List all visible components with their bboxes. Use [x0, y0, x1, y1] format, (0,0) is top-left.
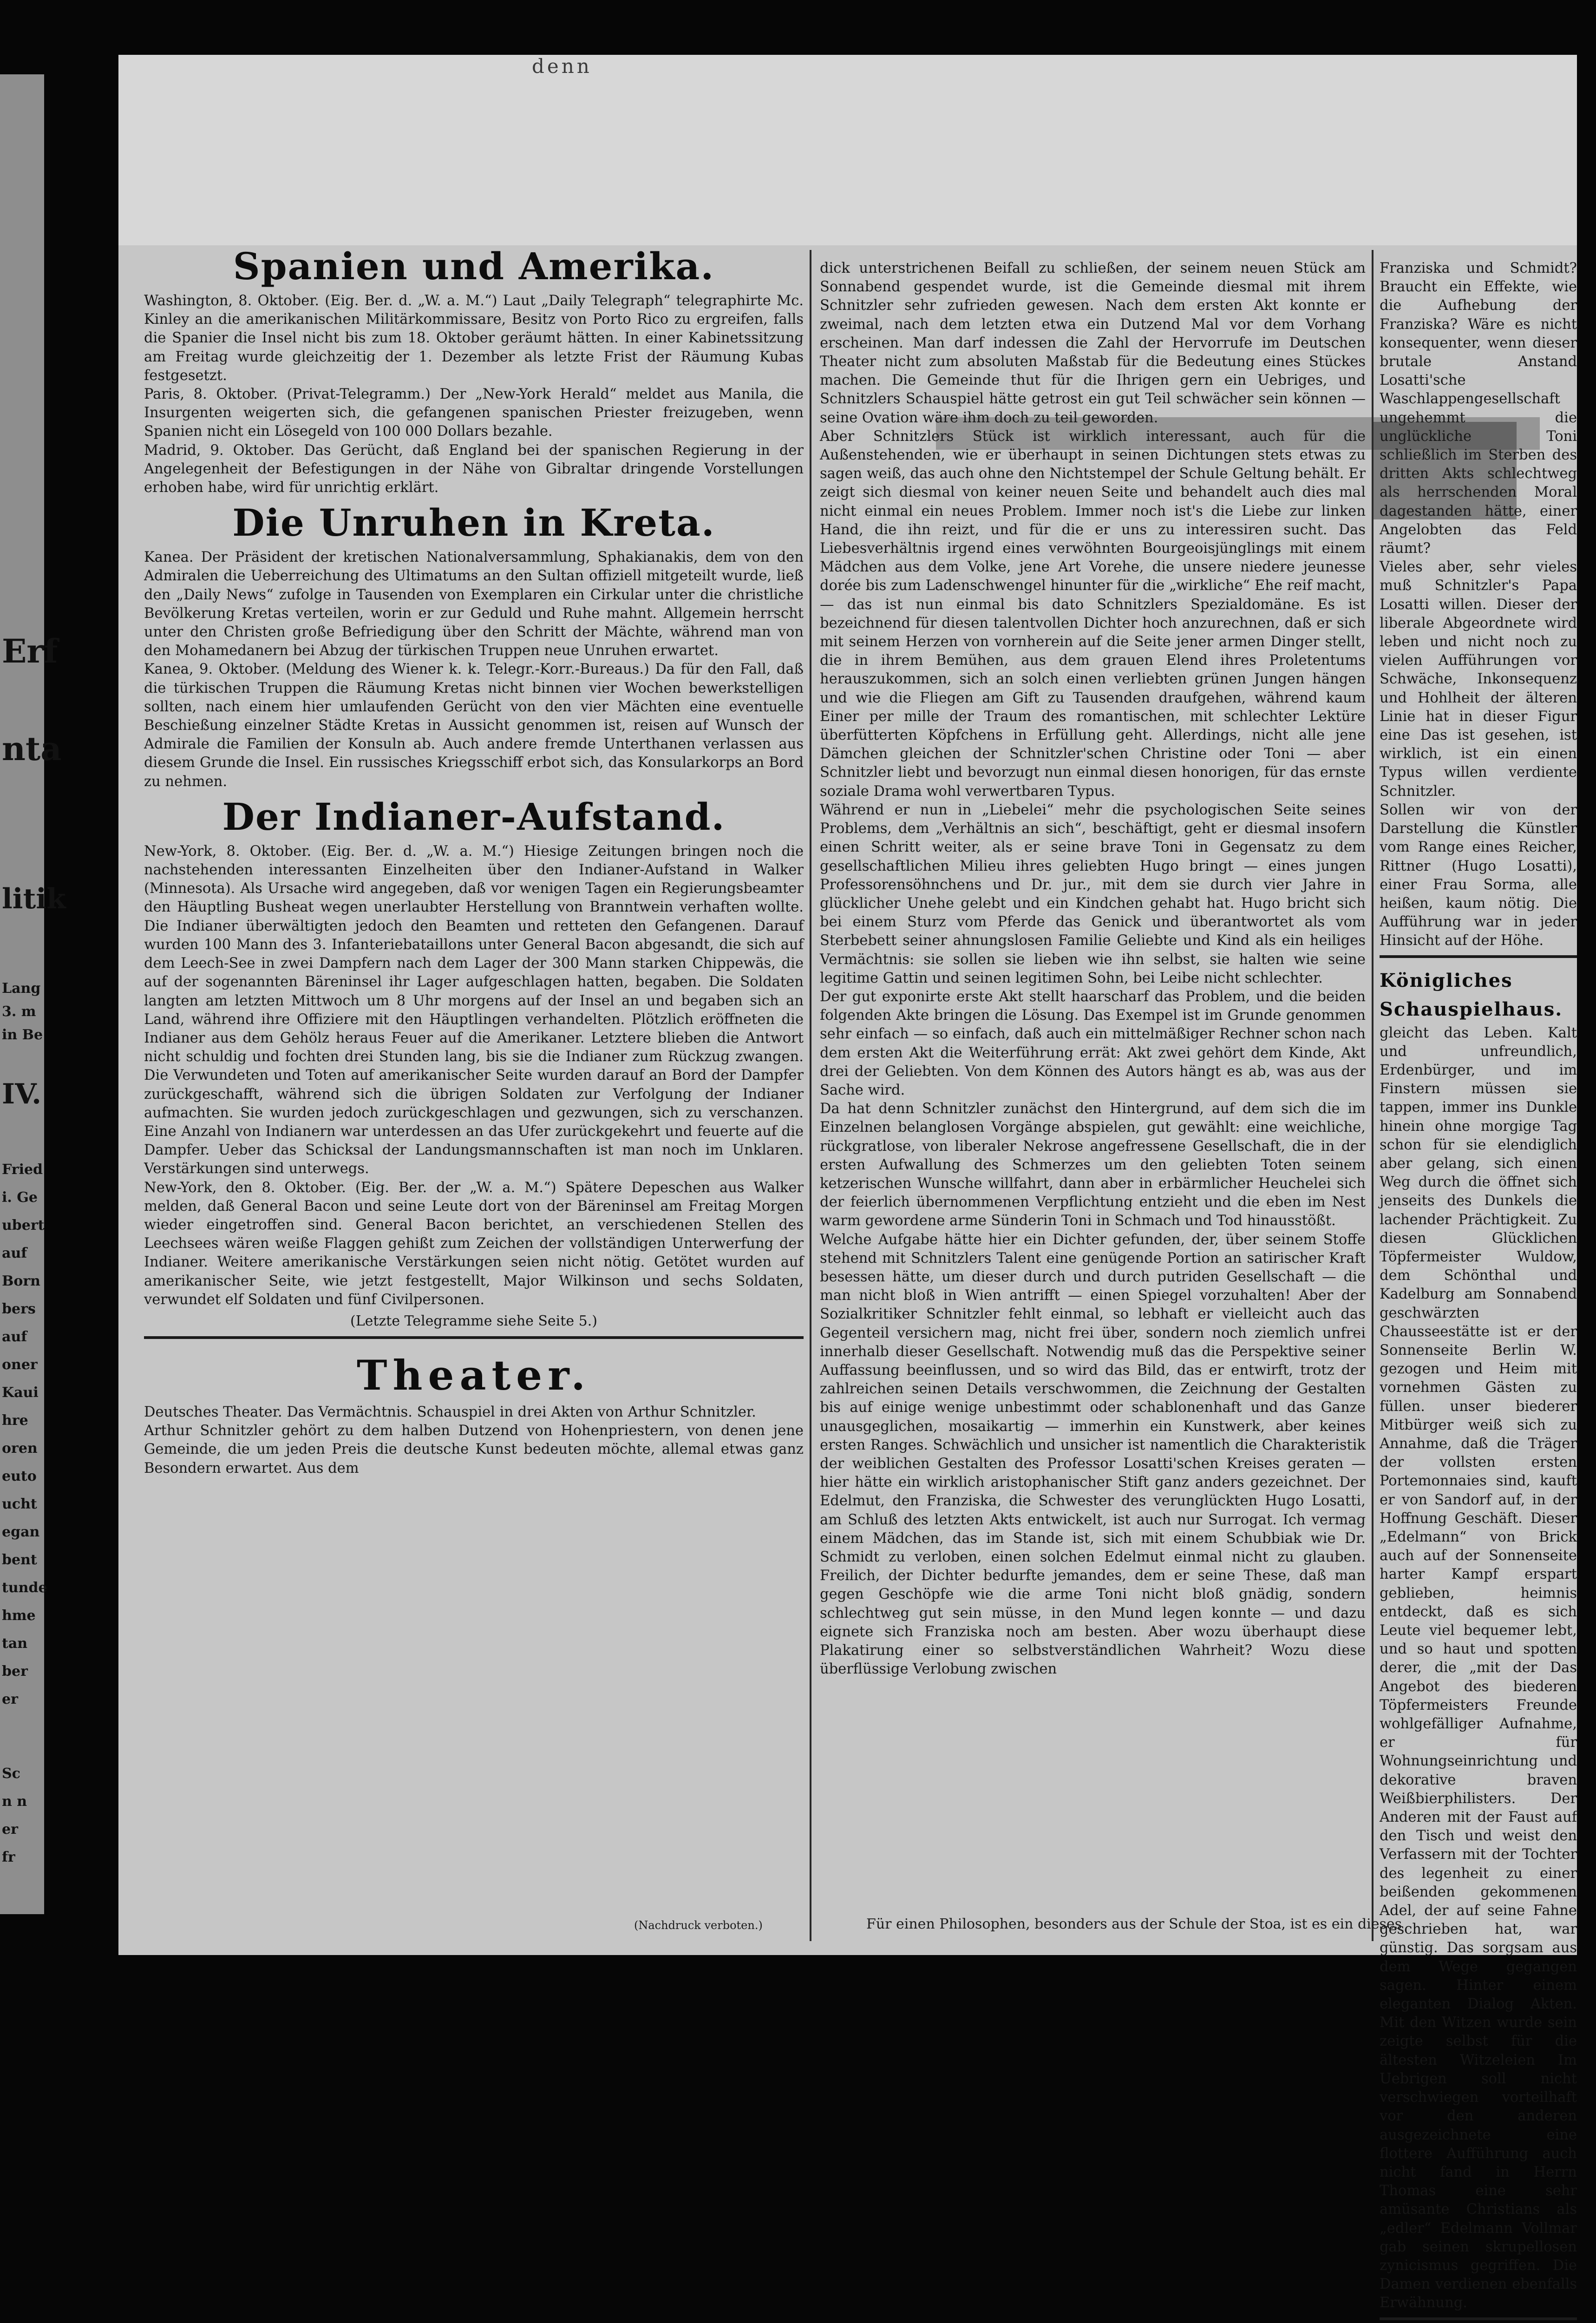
article-paragraph: Kanea. Der Präsident der kretischen Nationalversammlung, Sphakianakis, dem von den Admiralen die Ueberreichung des Ultimatums an den Sultan offiziell mitgeteilt wurde, ließ den „Daily News“ zufolge in Tausenden von Exemplaren ein Cirkular unter die christliche Bevölkerung Kretas verteilen, worin er zur Geduld und Ruhe mahnt. Allgemein herrscht unter den Christen große Befriedigung über den Schritt der Mächte, während man von den Mohamedanern bei Abzug der türkischen Truppen neue Unruhen erwartet. [144, 549, 804, 659]
article-paragraph: Franziska und Schmidt? Braucht ein Effekte, wie die Aufhebung der Franziska? Wäre es nicht konsequenter, wenn dieser brutale Anstand Losatti'sche Waschlappengesellschaft ungehemmt die unglückliche Toni schließlich im Sterben des dritten Akts schlechtweg als herrschenden Moral dagestanden hätte, einer Angelobten das Feld räumt? [1380, 260, 1577, 557]
fragment-word: Lang [2, 980, 41, 997]
fragment-word: fr [2, 1849, 15, 1865]
section-divider [1380, 2317, 1577, 2320]
fragment-word: oren [2, 1440, 38, 1457]
headline-indian-uprising: Der Indianer-Aufstand. [222, 794, 726, 839]
headline-spain-america: Spanien und Amerika. [233, 244, 715, 288]
fragment-word: ubert [2, 1217, 45, 1234]
fragment-word: auf [2, 1329, 27, 1345]
fragment-word: hme [2, 1608, 36, 1624]
fragment-word: Fried [2, 1162, 43, 1178]
headline-crete-unrest: Die Unruhen in Kreta. [232, 501, 715, 545]
section-divider [1380, 955, 1577, 958]
feuilleton-start-line: Für einen Philosophen, besonders aus der Schule der Stoa, ist es ein dieses [866, 1916, 1402, 1932]
adjacent-page-fragment [0, 74, 66, 1914]
article-paragraph: dick unterstrichenen Beifall zu schließen, der seinem neuen Stück am Sonnabend gespendet wurde, ist die Gemeinde diesmal mit ihrem Schnitzler sehr zufrieden gewesen. Nach dem ersten Akt konnte er zweimal, nach dem letzten etwa ein Dutzend Mal vor dem Vorhang erscheinen. Man darf indessen die Zahl der Hervorrufe im Deutschen Theater nicht zum absoluten Maßstab für die Bedeutung eines Stückes machen. Die Gemeinde thut für die Ihrigen gern ein Uebriges, und Schnitzlers Schauspiel hätte getrost ein gut Teil schwächer sein können — seine Ovation wäre ihm doch zu teil geworden. [820, 260, 1366, 426]
article-paragraph: gleicht das Leben. Kalt und unfreundlich, Erdenbürger, und im Finstern müssen sie tappen, immer ins Dunkle hinein ohne morgige Tag schon für sie elendiglich aber gelang, sich einen Weg durch die öffnet sich jenseits des Dunkels die lachender Prächtigkeit. Zu diesen Glücklichen Töpfermeister Wuldow, dem Schönthal und Kadelburg am Sonnabend geschwärzten Chausseestätte ist er der Sonnenseite Berlin W. gezogen und Heim mit vornehmen Gästen zu füllen. unser biederer Mitbürger weiß sich zu Annahme, daß die Träger der vollsten ersten Portemonnaies sind, kauft er von Sandorf auf, in der Hoffnung Geschäft. Dieser „Edelmann“ von Brick auch auf der Sonnenseite harter Kampf erspart geblieben, heimnis entdeckt, daß es sich Leute viel bequemer lebt, und so haut und spotten derer, die „mit der Das Angebot des biederen Töpfermeisters Freunde wohlgefälliger Aufnahme, er für Wohnungseinrichtung und dekorative braven Weißbierphilisters. Der Anderen mit der Faust auf den Tisch und weist den Verfassern mit der Tochter des legenheit zu einer beißenden gekommenen Adel, der auf seine Fahne geschrieben hat, war günstig. Das sorgsam aus dem Wege gegangen sagen. Hinter einem eleganten Dialog Akten. Mit den Witzen wurde sein zeigte selbst für die ältesten Witzeleien Im Uebrigen soll nicht verschwiegen vorteilhaft vor den anderen ausgezeichnete eine flottere Aufführung auch nicht fand in Herrn Thomas eine sehr amüsante Christians als „edler“ Edelmann Vollmar gab seinen skrupellosen zynicismus gegriffen. Die Damen verdienen ebenfalls Erwähnung. [1380, 1024, 1577, 2311]
reprint-notice: (Nachdruck verboten.) [634, 1919, 763, 1932]
article-paragraph: Vieles aber, sehr vieles muß Schnitzler's Papa Losatti willen. Dieser der liberale Abgeordnete wird leben und nicht noch zu vielen Aufführungen vor Schwäche, Inkonsequenz und Hohlheit der älteren Linie hat in dieser Figur eine Das ist gesehen, ist wirklich, ist ein einen Typus willen verdiente Schnitzler. [1380, 559, 1577, 800]
fragment-word: er [2, 1821, 18, 1837]
fragment-word: n n [2, 1793, 27, 1810]
fragment-word: egan [2, 1524, 40, 1540]
article-paragraph: New-York, den 8. Oktober. (Eig. Ber. der „W. a. M.“) Spätere Depeschen aus Walker melden, daß General Bacon und seine Leute dort von der Bäreninsel am Freitag Morgen wieder eingetroffen sind. General Bacon berichtet, an verschiedenen Stellen des Leechsees wären weiße Flaggen gehißt zum Zeichen der vollständigen Unterwerfung der Indianer. Weitere amerikanische Verstärkungen seien nicht nötig. Getötet wurden auf amerikanischer Seite, wie jetzt festgestellt, Major Wilkinson und sechs Soldaten, verwundet elf Soldaten und fünf Civilpersonen. [144, 1179, 804, 1308]
fragment-word: ber [2, 1663, 28, 1680]
fragment-word: in Be [2, 1027, 43, 1043]
headline-theater: Theater. [356, 1351, 591, 1399]
cross-reference-note: (Letzte Telegramme siehe Seite 5.) [350, 1312, 597, 1329]
fragment-word: ucht [2, 1496, 37, 1512]
fragment-word: Erf [2, 632, 58, 670]
article-paragraph: Der gut exponirte erste Akt stellt haarscharf das Problem, und die beiden folgenden Akte bringen die Lösung. Das Exempel ist im Grunde genommen sehr einfach — so einfach, daß auch ein mittelmäßiger Rechner schon nach dem ersten Akt die Weiterführung errät: Akt zwei gehört dem Kinde, Akt drei der Geliebten. Von dem Können des Autors hängt es ab, was aus der Sache wird. [820, 988, 1366, 1098]
fragment-word: 3. m [2, 1004, 36, 1020]
headline-royal-playhouse: Königliches Schauspielhaus. [1380, 969, 1563, 1020]
column-1 [144, 241, 804, 1923]
fragment-word: Born [2, 1273, 40, 1289]
article-paragraph: Während er nun in „Liebelei“ mehr die psychologischen Seite seines Problems, dem „Verhältnis an sich“, beschäftigt, geht er diesmal insofern einen Schritt weiter, als er seine brave Toni in Gegensatz zu dem gesellschaftlichen Milieu ihres geliebten Hugo bringt — eines jungen Professorensöhnchens und Dr. jur., mit dem sie durch vier Jahre in glücklicher Unehe gelebt und ein Kindchen gehabt hat. Hugo bricht sich bei einem Sturz vom Pferde das Genick und überantwortet als vom Sterbebett seiner ahnungslosen Familie Geliebte und Kind als ein heiliges Vermächtnis: sie sollen sie lieben wie ihn selbst, sie halten wie seine legitime Gattin und seinen legitimen Sohn, bei Leibe nicht schlechter. [820, 801, 1366, 986]
column-2 [820, 259, 1366, 1927]
article-paragraph: Welche Aufgabe hätte hier ein Dichter gefunden, der, über seinem Stoffe stehend mit Schnitzlers Talent eine genügende Portion an satirischer Kraft besessen hätte, um dieser durch und durch putriden Gesellschaft — die man nicht bloß in Wien antrifft — einen Spiegel vorzuhalten! Aber der Sozialkritiker Schnitzler fehlt einmal, so lebhaft er vielleicht auch das Gegenteil versichern mag, nicht frei über, sondern noch ziemlich unfrei innerhalb dieser Gesellschaft. Notwendig muß das die Perspektive seiner Auffassung beeinflussen, und so wird das Bild, das er entwirft, trotz der zahlreichen seinen Details verschwommen, die Zeichnung der Gestalten bis auf einige wenige unbestimmt oder schablonenhaft und das Ganze unausgeglichen, mosaikartig — immerhin ein Kunstwerk, aber keines ersten Ranges. Schwächlich und unsicher ist namentlich die Charakteristik der weiblichen Gestalten des Professor Losatti'schen Kreises geraten — hier hätte ein wirklich aristophanischer Stift ganz anders gezeichnet. Der Edelmut, den Franziska, die Schwester des verunglückten Hugo Losatti, am Schluß des letzten Akts entwickelt, ist auch nur Surrogat. Ich vermag einem Mädchen, das im Stande ist, sich mit einem Schubbiak wie Dr. Schmidt zu verloben, einen solchen Edelmut einmal nicht zu glauben. Freilich, der Dichter bedurfte jemandes, dem er seine These, daß man gegen Geschöpfe wie die arme Toni nicht bloß gnädig, sondern schlechtweg gut sein müsse, in den Mund legen konnte — und dazu eignete sich Franziska noch am besten. Aber wozu überhaupt diese Plakatirung einer so selbstverständlichen Wahrheit? Wozu diese überflüssige Verlobung zwischen [820, 1231, 1366, 1678]
fragment-word: auf [2, 1245, 27, 1261]
fragment-word: oner [2, 1357, 38, 1373]
fragment-word: nta [2, 729, 62, 768]
column-3 [1380, 259, 1577, 2311]
fragment-word: bers [2, 1301, 36, 1317]
article-paragraph: New-York, 8. Oktober. (Eig. Ber. d. „W. a. M.“) Hiesige Zeitungen bringen noch die nachstehenden interessanten Einzelheiten über den Indianer-Aufstand in Walker (Minnesota). Als Ursache wird angegeben, daß vor wenigen Tagen ein Regierungsbeamter den Häuptling Busheat wegen unerlaubter Herstellung von Branntwein verhaften wollte. Die Indianer überwältigten jedoch den Beamten und retteten den Gefangenen. Darauf wurden 100 Mann des 3. Infanteriebataillons unter General Bacon abgesandt, die sich auf dem Leech-See in zwei Dampfern nach dem Lager der 300 Mann starken Chippewäs, die auf der sogenannten Bäreninsel ihr Lager aufgeschlagen hatten, begaben. Die Soldaten langten am letzten Mittwoch um 8 Uhr morgens auf der Insel an und begaben sich an Land, während ihre Offiziere mit den Häuptlingen verhandelten. Plötzlich eröffneten die Indianer aus dem Gehölz heraus Feuer auf die Amerikaner. Letztere blieben die Antwort nicht schuldig und fochten drei Stunden lang, bis sie die Indianer zum Rückzug zwangen. Die Verwundeten und Toten auf amerikanischer Seite wurden darauf an Bord der Dampfer zurückgeschafft, während sich die übrigen Soldaten zur Verfolgung der Indianer aufmachten. Sie wurden jedoch zurückgeschlagen und gezwungen, sich zu verschanzen. Eine Anzahl von Indianern war unterdessen an das Ufer zurückgekehrt und feuerte auf die Dampfer. Ueber das Schicksal der Landungsmannschaften ist man noch im Unklaren. Verstärkungen sind unterwegs. [144, 843, 804, 1177]
fragment-word: er [2, 1691, 18, 1707]
newspaper-clipping [118, 55, 1577, 2311]
fragment-word: hre [2, 1412, 28, 1429]
fragment-word: bent [2, 1552, 37, 1568]
article-paragraph: Madrid, 9. Oktober. Das Gerücht, daß England bei der spanischen Regierung in der Angelegenheit der Befestigungen in der Nähe von Gibraltar dringende Vorstellungen erhoben habe, wird für unrichtig erklärt. [144, 442, 804, 496]
fragment-word: tan [2, 1635, 28, 1652]
masthead-fragment: denn [532, 55, 592, 78]
fragment-word: i. Ge [2, 1189, 38, 1206]
article-paragraph: Da hat denn Schnitzler zunächst den Hintergrund, auf dem sich die im Einzelnen belanglosen Vorgänge abspielen, gut gewählt: eine weichliche, rückgratlose, von liberaler Nekrose angefressene Gesellschaft, die in der ersten Aufwallung des Schmerzes um den geliebten Toten seinem ketzerischen Wunsche willfahrt, dann aber in erbärmlicher Heuchelei sich der feierlich übernommenen Verpflichtung entzieht und die eben im Nest warm gewordene arme Sünderin Toni in Schmach und Tod hinausstößt. [820, 1101, 1366, 1229]
fragment-word: litik [2, 883, 66, 915]
article-paragraph: Paris, 8. Oktober. (Privat-Telegramm.) Der „New-York Herald“ meldet aus Manila, die Insurgenten weigerten sich, die gefangenen spanischen Priester freizugeben, wenn Spanien nicht ein Lösegeld von 100 000 Dollars bezahle. [144, 386, 804, 440]
column-rule-1 [810, 250, 811, 1941]
article-paragraph: Kanea, 9. Oktober. (Meldung des Wiener k. k. Telegr.-Korr.-Bureaus.) Da für den Fall, daß die türkischen Truppen die Räumung Kretas nicht binnen vier Wochen bewerkstelligen sollten, nach einem hier umlaufenden Gerücht von den vier Mächten eine eventuelle Beschießung einzelner Städte Kretas in Aussicht genommen ist, reisen auf Wunsch der Admirale die Familien der Konsuln ab. Auch andere fremde Unterthanen verlassen aus diesem Grunde die Insel. Ein russisches Kriegsschiff erbot sich, das Konsularkorps an Bord zu nehmen. [144, 661, 804, 790]
article-paragraph: Aber Schnitzlers Stück ist wirklich interessant, auch für die Außenstehenden, wie er überhaupt in seinen Dichtungen stets etwas zu sagen weiß, das auch ohne den Nichtstempel der Schule Geltung behält. Er zeigt sich diesmal von keiner neuen Seite und behandelt auch dies mal nicht einmal ein neues Problem. Immer noch ist's die Liebe zur linken Hand, die ihn reizt, und für die er uns zu interessiren sucht. Das Liebesverhältnis irgend eines verwöhnten Bourgeoisjünglings mit einem Mädchen aus dem Volke, jene Art Vorehe, die unsere niedere jeunesse dorée bis zum Ladenschwengel hinunter für die „wirkliche“ Ehe reif macht, — das ist nun einmal bis dato Schnitzlers Spezialdomäne. Es ist bezeichnend für diesen talentvollen Dichter hoch anzurechnen, daß er sich mit seinem Herzen von vornherein auf die Seite jener armen Dinger stellt, die in ihrem Bemühen, aus dem grauen Elend ihres Proletentums herauszukommen, sich an solch einen verliebten grünen Jungen hängen und wie die Fliegen am Gift zu Tausenden draufgehen, während kaum Einer per mille der Traum des romantischen, mit schlechter Lektüre überfütterten Köpfchens in Erfüllung geht. Allerdings, nicht alle jene Dämchen gleichen der Schnitzler'schen Christine oder Toni — aber Schnitzler liebt und bevorzugt nun einmal diesen honorigen, für das ernste soziale Drama wohl verwertbaren Typus. [820, 428, 1366, 800]
review-title-line: Deutsches Theater. Das Vermächtnis. Schauspiel in drei Akten von Arthur Schnitzler. [144, 1404, 756, 1420]
fragment-word: Sc [2, 1765, 20, 1782]
article-paragraph: Arthur Schnitzler gehört zu dem halben Dutzend von Hohenpriestern, von denen jene Gemeinde, die um jeden Preis die deutsche Kunst bedeuten möchte, allemal etwas ganz Besondern erwartet. Aus dem [144, 1423, 804, 1476]
fragment-word: euto [2, 1468, 37, 1484]
section-divider [144, 1336, 804, 1339]
fragment-word: tunde [2, 1580, 47, 1596]
clipping-top-margin [118, 55, 1577, 245]
column-rule-2 [1372, 250, 1374, 1941]
fragment-word: Kaui [2, 1385, 39, 1401]
article-paragraph: Washington, 8. Oktober. (Eig. Ber. d. „W. a. M.“) Laut „Daily Telegraph“ telegraphirte Mc. Kinley an die amerikanischen Militärkommissare, Besitz von Porto Rico zu ergreifen, falls die Spanier die Insel nicht bis zum 18. Oktober geräumt hätten. In einer Kabinetssitzung am Freitag wurde gleichzeitig der 1. Dezember als letzte Frist der Räumung Kubas festgesetzt. [144, 293, 804, 384]
fragment-word: IV. [2, 1078, 42, 1110]
article-paragraph: Sollen wir von der Darstellung die Künstler vom Range eines Reicher, Rittner (Hugo Losatti), einer Frau Sorma, alle heißen, kaum nötig. Die Aufführung war in jeder Hinsicht auf der Höhe. [1380, 801, 1577, 949]
